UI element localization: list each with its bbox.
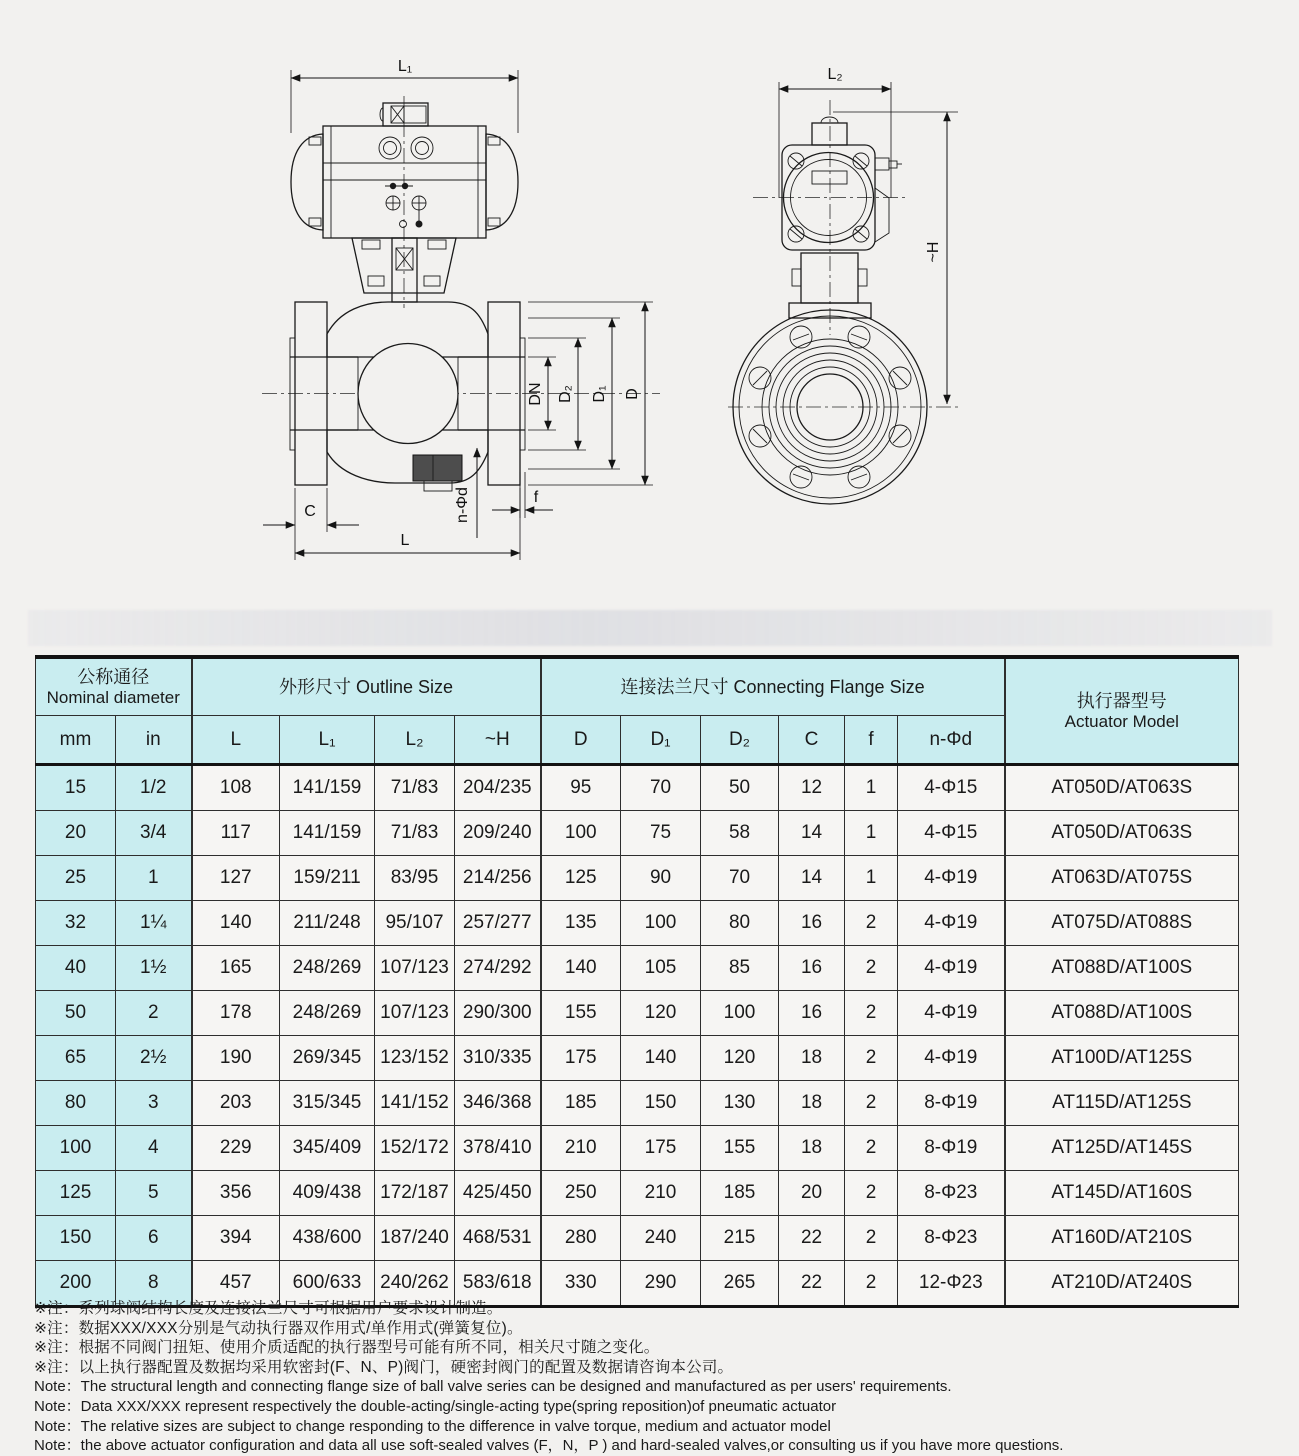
table-cell: 209/240 [455,811,541,856]
actuator-model-cell: AT050D/AT063S [1005,765,1239,811]
bottom-dimensions [263,448,553,560]
table-cell: 1 [116,856,192,901]
col-L2: L₂ [375,716,455,765]
mounting-bracket [352,238,456,302]
table-cell: 600/633 [280,1261,375,1307]
dim-label-dn: DN [527,382,544,406]
table-cell: 95 [541,765,621,811]
actuator-model-cell: AT125D/AT145S [1005,1126,1239,1171]
table-cell: 141/159 [280,811,375,856]
header-actuator-model [1005,657,1239,765]
table-cell: 2 [845,1081,898,1126]
actuator-model-cell: AT100D/AT125S [1005,1036,1239,1081]
note-line-cn: ※注：以上执行器配置及数据均采用软密封(F、N、P)阀门，硬密封阀门的配置及数据请咨询本公司。 [34,1358,734,1376]
flange-face [733,310,927,504]
table-cell: 1¼ [116,901,192,946]
table-cell: 95/107 [375,901,455,946]
table-cell: 14 [779,856,845,901]
table-row [36,1216,1239,1261]
table-cell: 150 [36,1216,116,1261]
valve-technical-drawing [0,0,1299,640]
table-cell: 83/95 [375,856,455,901]
table-cell: 85 [701,946,779,991]
header-nominal-cn: 公称通径 [77,666,150,687]
table-cell: 120 [621,991,701,1036]
col-D: D [541,716,621,765]
table-cell: 315/345 [280,1081,375,1126]
actuator-model-cell: AT088D/AT100S [1005,991,1239,1036]
dim-label-c: C [304,503,316,520]
table-cell: 240 [621,1216,701,1261]
table-cell: 4 [116,1126,192,1171]
actuator-model-cell: AT160D/AT210S [1005,1216,1239,1261]
header-actuator-cn: 执行器型号 [1076,690,1167,711]
table-cell: 120 [701,1036,779,1081]
table-cell: 185 [541,1081,621,1126]
table-cell: 2 [845,991,898,1036]
actuator-model-cell: AT088D/AT100S [1005,946,1239,991]
table-cell: 1 [845,765,898,811]
col-C: C [779,716,845,765]
table-cell: 117 [192,811,280,856]
dim-label-d1: D₁ [591,385,608,403]
header-flange-size: 连接法兰尺寸 Connecting Flange Size [541,657,1005,716]
notes-cn [34,1299,1284,1377]
table-cell: 330 [541,1261,621,1307]
table-cell: 468/531 [455,1216,541,1261]
table-cell: 20 [779,1171,845,1216]
table-cell: 211/248 [280,901,375,946]
table-cell: 71/83 [375,765,455,811]
table-cell: 248/269 [280,946,375,991]
table-cell: 248/269 [280,991,375,1036]
col-D2: D₂ [701,716,779,765]
table-cell: 2 [116,991,192,1036]
table-cell: 2 [845,1171,898,1216]
table-cell: 12 [779,765,845,811]
dim-label-n-phi-d: n-Φd [454,487,471,523]
actuator-model-cell: AT115D/AT125S [1005,1081,1239,1126]
table-row [36,901,1239,946]
note-line-en: Note：the above actuator configuration and data all use soft-sealed valves (F，N，P ) and hard-sealed valves,or consulting us if you have more questions. [34,1437,1064,1455]
table-cell: 105 [621,946,701,991]
table-cell: 12-Φ23 [898,1261,1005,1307]
table-cell: 4-Φ19 [898,856,1005,901]
table-cell: 80 [36,1081,116,1126]
table-row [36,811,1239,856]
table-cell: 438/600 [280,1216,375,1261]
actuator-model-cell: AT145D/AT160S [1005,1171,1239,1216]
table-cell: 8-Φ23 [898,1171,1005,1216]
table-cell: 125 [541,856,621,901]
table-cell: 16 [779,991,845,1036]
table-cell: 107/123 [375,991,455,1036]
table-cell: 1/2 [116,765,192,811]
table-cell: 378/410 [455,1126,541,1171]
table-cell: 152/172 [375,1126,455,1171]
actuator-model-cell: AT063D/AT075S [1005,856,1239,901]
table-cell: 346/368 [455,1081,541,1126]
table-cell: 310/335 [455,1036,541,1081]
table-cell: 178 [192,991,280,1036]
col-mm: mm [36,716,116,765]
table-cell: 50 [701,765,779,811]
table-cell: 108 [192,765,280,811]
table-cell: 425/450 [455,1171,541,1216]
dim-label-d: D [624,388,641,400]
table-cell: 140 [541,946,621,991]
table-cell: 187/240 [375,1216,455,1261]
table-cell: 150 [621,1081,701,1126]
note-line-cn: ※注：根据不同阀门扭矩、使用介质适配的执行器型号可能有所不同，相关尺寸随之变化。 [34,1339,660,1357]
table-cell: 100 [36,1126,116,1171]
table-cell: 141/152 [375,1081,455,1126]
table-cell: 215 [701,1216,779,1261]
table-cell: 65 [36,1036,116,1081]
diameter-dimensions [527,302,653,485]
table-cell: 16 [779,946,845,991]
table-cell: 8-Φ23 [898,1216,1005,1261]
table-row [36,765,1239,811]
table-cell: 2 [845,1126,898,1171]
note-line-en: Note：The structural length and connecting flange size of ball valve series can be designed and manufactured as per users' requirements. [34,1378,952,1396]
table-cell: 107/123 [375,946,455,991]
table-row [36,1126,1239,1171]
table-cell: 190 [192,1036,280,1081]
table-cell: 165 [192,946,280,991]
header-outline-size: 外形尺寸 Outline Size [192,657,541,716]
table-row [36,1081,1239,1126]
table-cell: 8-Φ19 [898,1126,1005,1171]
table-cell: 70 [621,765,701,811]
table-cell: 6 [116,1216,192,1261]
table-cell: 159/211 [280,856,375,901]
table-row [36,856,1239,901]
table-cell: 22 [779,1261,845,1307]
table-cell: 140 [192,901,280,946]
table-cell: 40 [36,946,116,991]
table-cell: 257/277 [455,901,541,946]
table-cell: 409/438 [280,1171,375,1216]
table-cell: 58 [701,811,779,856]
header-actuator-en: Actuator Model [1064,711,1179,731]
note-line-en: Note：The relative sizes are subject to change responding to the difference in valve torque, medium and actuator model [34,1417,831,1435]
table-cell: 155 [541,991,621,1036]
table-cell: 140 [621,1036,701,1081]
table-cell: 5 [116,1171,192,1216]
dim-label-l1: L₁ [397,58,413,75]
table-cell: 90 [621,856,701,901]
table-cell: 4-Φ15 [898,811,1005,856]
table-header-groups [36,657,1239,716]
dim-label-l2: L₂ [827,66,843,83]
dim-label-d2: D₂ [557,385,574,403]
table-cell: 2 [845,946,898,991]
table-cell: 356 [192,1171,280,1216]
table-cell: 280 [541,1216,621,1261]
table-cell: 135 [541,901,621,946]
drain-plug [413,455,462,481]
table-cell: 155 [701,1126,779,1171]
ball [358,344,458,444]
actuator-model-cell: AT075D/AT088S [1005,901,1239,946]
note-line-cn: ※注：系列球阀结构长度及连接法兰尺寸可根据用户要求设计制造。 [34,1300,503,1317]
table-cell: 75 [621,811,701,856]
table-cell: 130 [701,1081,779,1126]
table-cell: 204/235 [455,765,541,811]
table-cell: 2½ [116,1036,192,1081]
table-cell: 25 [36,856,116,901]
table-cell: 80 [701,901,779,946]
table-cell: 274/292 [455,946,541,991]
table-cell: 100 [541,811,621,856]
actuator-model-cell: AT210D/AT240S [1005,1261,1239,1307]
table-cell: 203 [192,1081,280,1126]
col-f: f [845,716,898,765]
table-cell: 250 [541,1171,621,1216]
table-cell: 290 [621,1261,701,1307]
table-cell: 4-Φ19 [898,901,1005,946]
table-cell: 16 [779,901,845,946]
notes-en [34,1377,1284,1455]
footnotes [34,1299,1284,1456]
actuator-model-cell: AT050D/AT063S [1005,811,1239,856]
col-H: ~H [455,716,541,765]
table-cell: 210 [541,1126,621,1171]
side-view [728,66,962,504]
table-cell: 4-Φ19 [898,946,1005,991]
front-view [262,58,660,560]
header-nominal-en: Nominal diameter [46,687,180,707]
table-cell: 2 [845,1036,898,1081]
table-cell: 265 [701,1261,779,1307]
table-cell: 3/4 [116,811,192,856]
table-cell: 4-Φ15 [898,765,1005,811]
table-cell: 127 [192,856,280,901]
col-in: in [116,716,192,765]
table-cell: 14 [779,811,845,856]
col-n-phi-d: n-Φd [898,716,1005,765]
table-row [36,1171,1239,1216]
table-cell: 141/159 [280,765,375,811]
table-cell: 1 [845,811,898,856]
dimension-table [35,655,1239,1308]
table-cell: 210 [621,1171,701,1216]
table-cell: 1½ [116,946,192,991]
table-cell: 125 [36,1171,116,1216]
table-cell: 18 [779,1081,845,1126]
table-row [36,991,1239,1036]
table-cell: 394 [192,1216,280,1261]
note-line-en: Note：Data XXX/XXX represent respectively the double-acting/single-acting type(spring reposition)of pneumatic actuator [34,1397,837,1415]
table-cell: 20 [36,811,116,856]
col-L1: L₁ [280,716,375,765]
table-cell: 100 [701,991,779,1036]
table-cell: 4-Φ19 [898,1036,1005,1081]
table-cell: 18 [779,1036,845,1081]
table-cell: 1 [845,856,898,901]
watermark-band [28,610,1272,646]
table-cell: 2 [845,1261,898,1307]
pneumatic-actuator-side [782,117,902,250]
valve-body-section [290,302,525,491]
table-cell: 200 [36,1261,116,1307]
dim-label-f: f [533,489,539,506]
table-cell: 214/256 [455,856,541,901]
note-line-cn: ※注：数据XXX/XXX分别是气动执行器双作用式/单作用式(弹簧复位)。 [34,1319,523,1337]
table-cell: 290/300 [455,991,541,1036]
table-cell: 3 [116,1081,192,1126]
table-row [36,1036,1239,1081]
table-cell: 15 [36,765,116,811]
table-cell: 8 [116,1261,192,1307]
table-cell: 18 [779,1126,845,1171]
table-cell: 457 [192,1261,280,1307]
table-cell: 229 [192,1126,280,1171]
table-cell: 345/409 [280,1126,375,1171]
table-cell: 583/618 [455,1261,541,1307]
table-cell: 2 [845,1216,898,1261]
table-cell: 70 [701,856,779,901]
dim-label-l: L [400,532,410,549]
table-cell: 4-Φ19 [898,991,1005,1036]
table-row [36,946,1239,991]
table-body [36,765,1239,1307]
table-cell: 269/345 [280,1036,375,1081]
table-cell: 100 [621,901,701,946]
solenoid-box [380,103,428,126]
table-cell: 32 [36,901,116,946]
table-cell: 172/187 [375,1171,455,1216]
header-nominal-diameter [36,657,192,716]
pneumatic-actuator-front [291,103,518,238]
table-cell: 2 [845,901,898,946]
table-cell: 240/262 [375,1261,455,1307]
col-D1: D₁ [621,716,701,765]
col-L: L [192,716,280,765]
table-cell: 185 [701,1171,779,1216]
table-cell: 175 [621,1126,701,1171]
dim-label-h: ~H [925,241,942,263]
table-cell: 50 [36,991,116,1036]
table-cell: 22 [779,1216,845,1261]
table-cell: 175 [541,1036,621,1081]
table-cell: 123/152 [375,1036,455,1081]
table-cell: 8-Φ19 [898,1081,1005,1126]
table-cell: 71/83 [375,811,455,856]
